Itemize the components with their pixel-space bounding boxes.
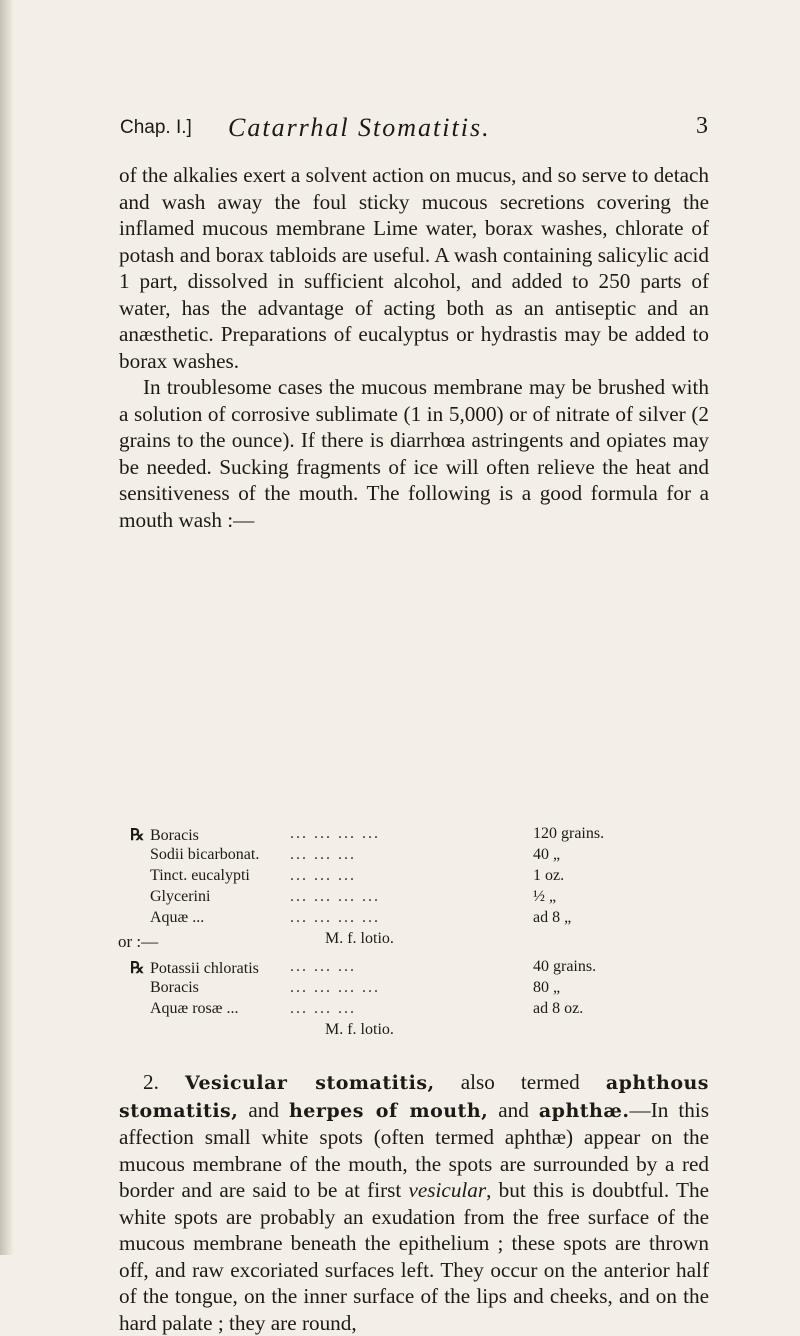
ingredient-name: Aquæ ... xyxy=(150,909,205,926)
ingredient-name: Sodii bicarbonat. xyxy=(150,846,260,863)
ingredient-quantity: ½ „ xyxy=(533,888,557,905)
section-heading: aphthæ. xyxy=(538,1099,630,1122)
formula-row xyxy=(130,979,730,1000)
section-number: 2. xyxy=(143,1070,159,1094)
section-heading: aphthous stomatitis, xyxy=(119,1072,709,1122)
ingredient-quantity: ad 8 „ xyxy=(533,909,572,926)
text-run: —In this affection small white spots (often termed aphthæ) appear on the mucous membrane of the mouth, the spots are surrounded by a red border and are said to be at first xyxy=(119,1097,709,1202)
ingredient-quantity: 40 grains. xyxy=(533,958,597,975)
page-gutter-shadow xyxy=(0,0,14,1255)
formula-row xyxy=(130,867,730,888)
chapter-label: Chap. I.] xyxy=(120,117,192,138)
recipe-symbol: ℞ xyxy=(130,960,145,977)
ingredient-name: Boracis xyxy=(150,979,199,996)
ingredient-quantity: 80 „ xyxy=(533,979,561,996)
formula-row xyxy=(130,825,730,846)
text-run: and xyxy=(238,1097,289,1122)
text-run: and xyxy=(488,1097,539,1122)
recipe-symbol: ℞ xyxy=(130,827,145,844)
leader-dots: ... ... ... ... xyxy=(290,909,380,926)
leader-dots: ... ... ... xyxy=(290,958,356,975)
leader-dots: ... ... ... xyxy=(290,867,356,884)
formula-row xyxy=(130,1000,730,1021)
page-number: 3 xyxy=(696,113,708,139)
section-heading: herpes of mouth, xyxy=(288,1099,489,1122)
ingredient-name: Glycerini xyxy=(150,888,211,905)
ingredient-name: Tinct. eucalypti xyxy=(150,867,250,884)
ingredient-quantity: ad 8 oz. xyxy=(533,1000,584,1017)
or-label: or :— xyxy=(118,932,159,951)
prescription-formula-2 xyxy=(130,958,730,1038)
leader-dots: ... ... ... ... xyxy=(290,825,380,842)
ingredient-quantity: 120 grains. xyxy=(533,825,605,842)
prescription-formula-1 xyxy=(130,825,730,947)
paragraph: In troublesome cases the mucous membrane may be brushed with a solution of corrosive sublimate (1 in 5,000) or of nitrate of silver (2 grains to the ounce). If there is diarrhœa astringents and opiates may be needed. Sucking fragments of ice will often relieve the heat and sensitiveness of the mouth. The following is a good formula for a mouth wash :— xyxy=(119,375,709,532)
leader-dots: ... ... ... ... xyxy=(290,979,380,996)
running-head xyxy=(120,113,708,145)
ingredient-name: Aquæ rosæ ... xyxy=(150,1000,239,1017)
formula-row xyxy=(130,846,730,867)
formula-footer: M. f. lotio. xyxy=(325,1021,394,1038)
text-run: also termed xyxy=(434,1070,606,1094)
body-text xyxy=(119,162,709,533)
leader-dots: ... ... ... ... xyxy=(290,888,380,905)
formula-row xyxy=(130,888,730,909)
running-title: Catarrhal Stomatitis. xyxy=(228,113,491,142)
formula-row xyxy=(130,909,730,930)
paragraph: of the alkalies exert a solvent action on mucus, and so serve to detach and wash away the foul sticky mucous secretions covering the inflamed mucous membrane Lime water, borax washes, chlorate of potash and borax tabloids are useful. A wash containing salicylic acid 1 part, dissolved in sufficient alcohol, and added to 250 parts of water, has the advantage of acting both as an antiseptic and an anæsthetic. Preparations of eucalyptus or hydrastis may be added to borax washes. xyxy=(119,163,709,373)
formula-footer: M. f. lotio. xyxy=(325,930,394,947)
formula-row xyxy=(130,958,730,979)
ingredient-name: Potassii chloratis xyxy=(150,960,259,977)
paragraph xyxy=(119,1069,709,1336)
ingredient-quantity: 1 oz. xyxy=(533,867,565,884)
leader-dots: ... ... ... xyxy=(290,1000,356,1017)
leader-dots: ... ... ... xyxy=(290,846,356,863)
ingredient-name: Boracis xyxy=(150,827,199,844)
section-heading: Vesicular stomatitis, xyxy=(184,1072,435,1094)
text-run: , but this is doubtful. The white spots are probably an exudation from the free surface of the mucous membrane beneath the epithelium ; these spots are thrown off, and raw excoriated surfaces left. They occur on the anterior half of the tongue, on the inner surface of the lips and cheeks, and on the hard palate ; they are round, xyxy=(119,1178,709,1335)
section-vesicular-stomatitis xyxy=(119,1069,709,1336)
italic-term: vesicular xyxy=(408,1178,487,1202)
ingredient-quantity: 40 „ xyxy=(533,846,561,863)
